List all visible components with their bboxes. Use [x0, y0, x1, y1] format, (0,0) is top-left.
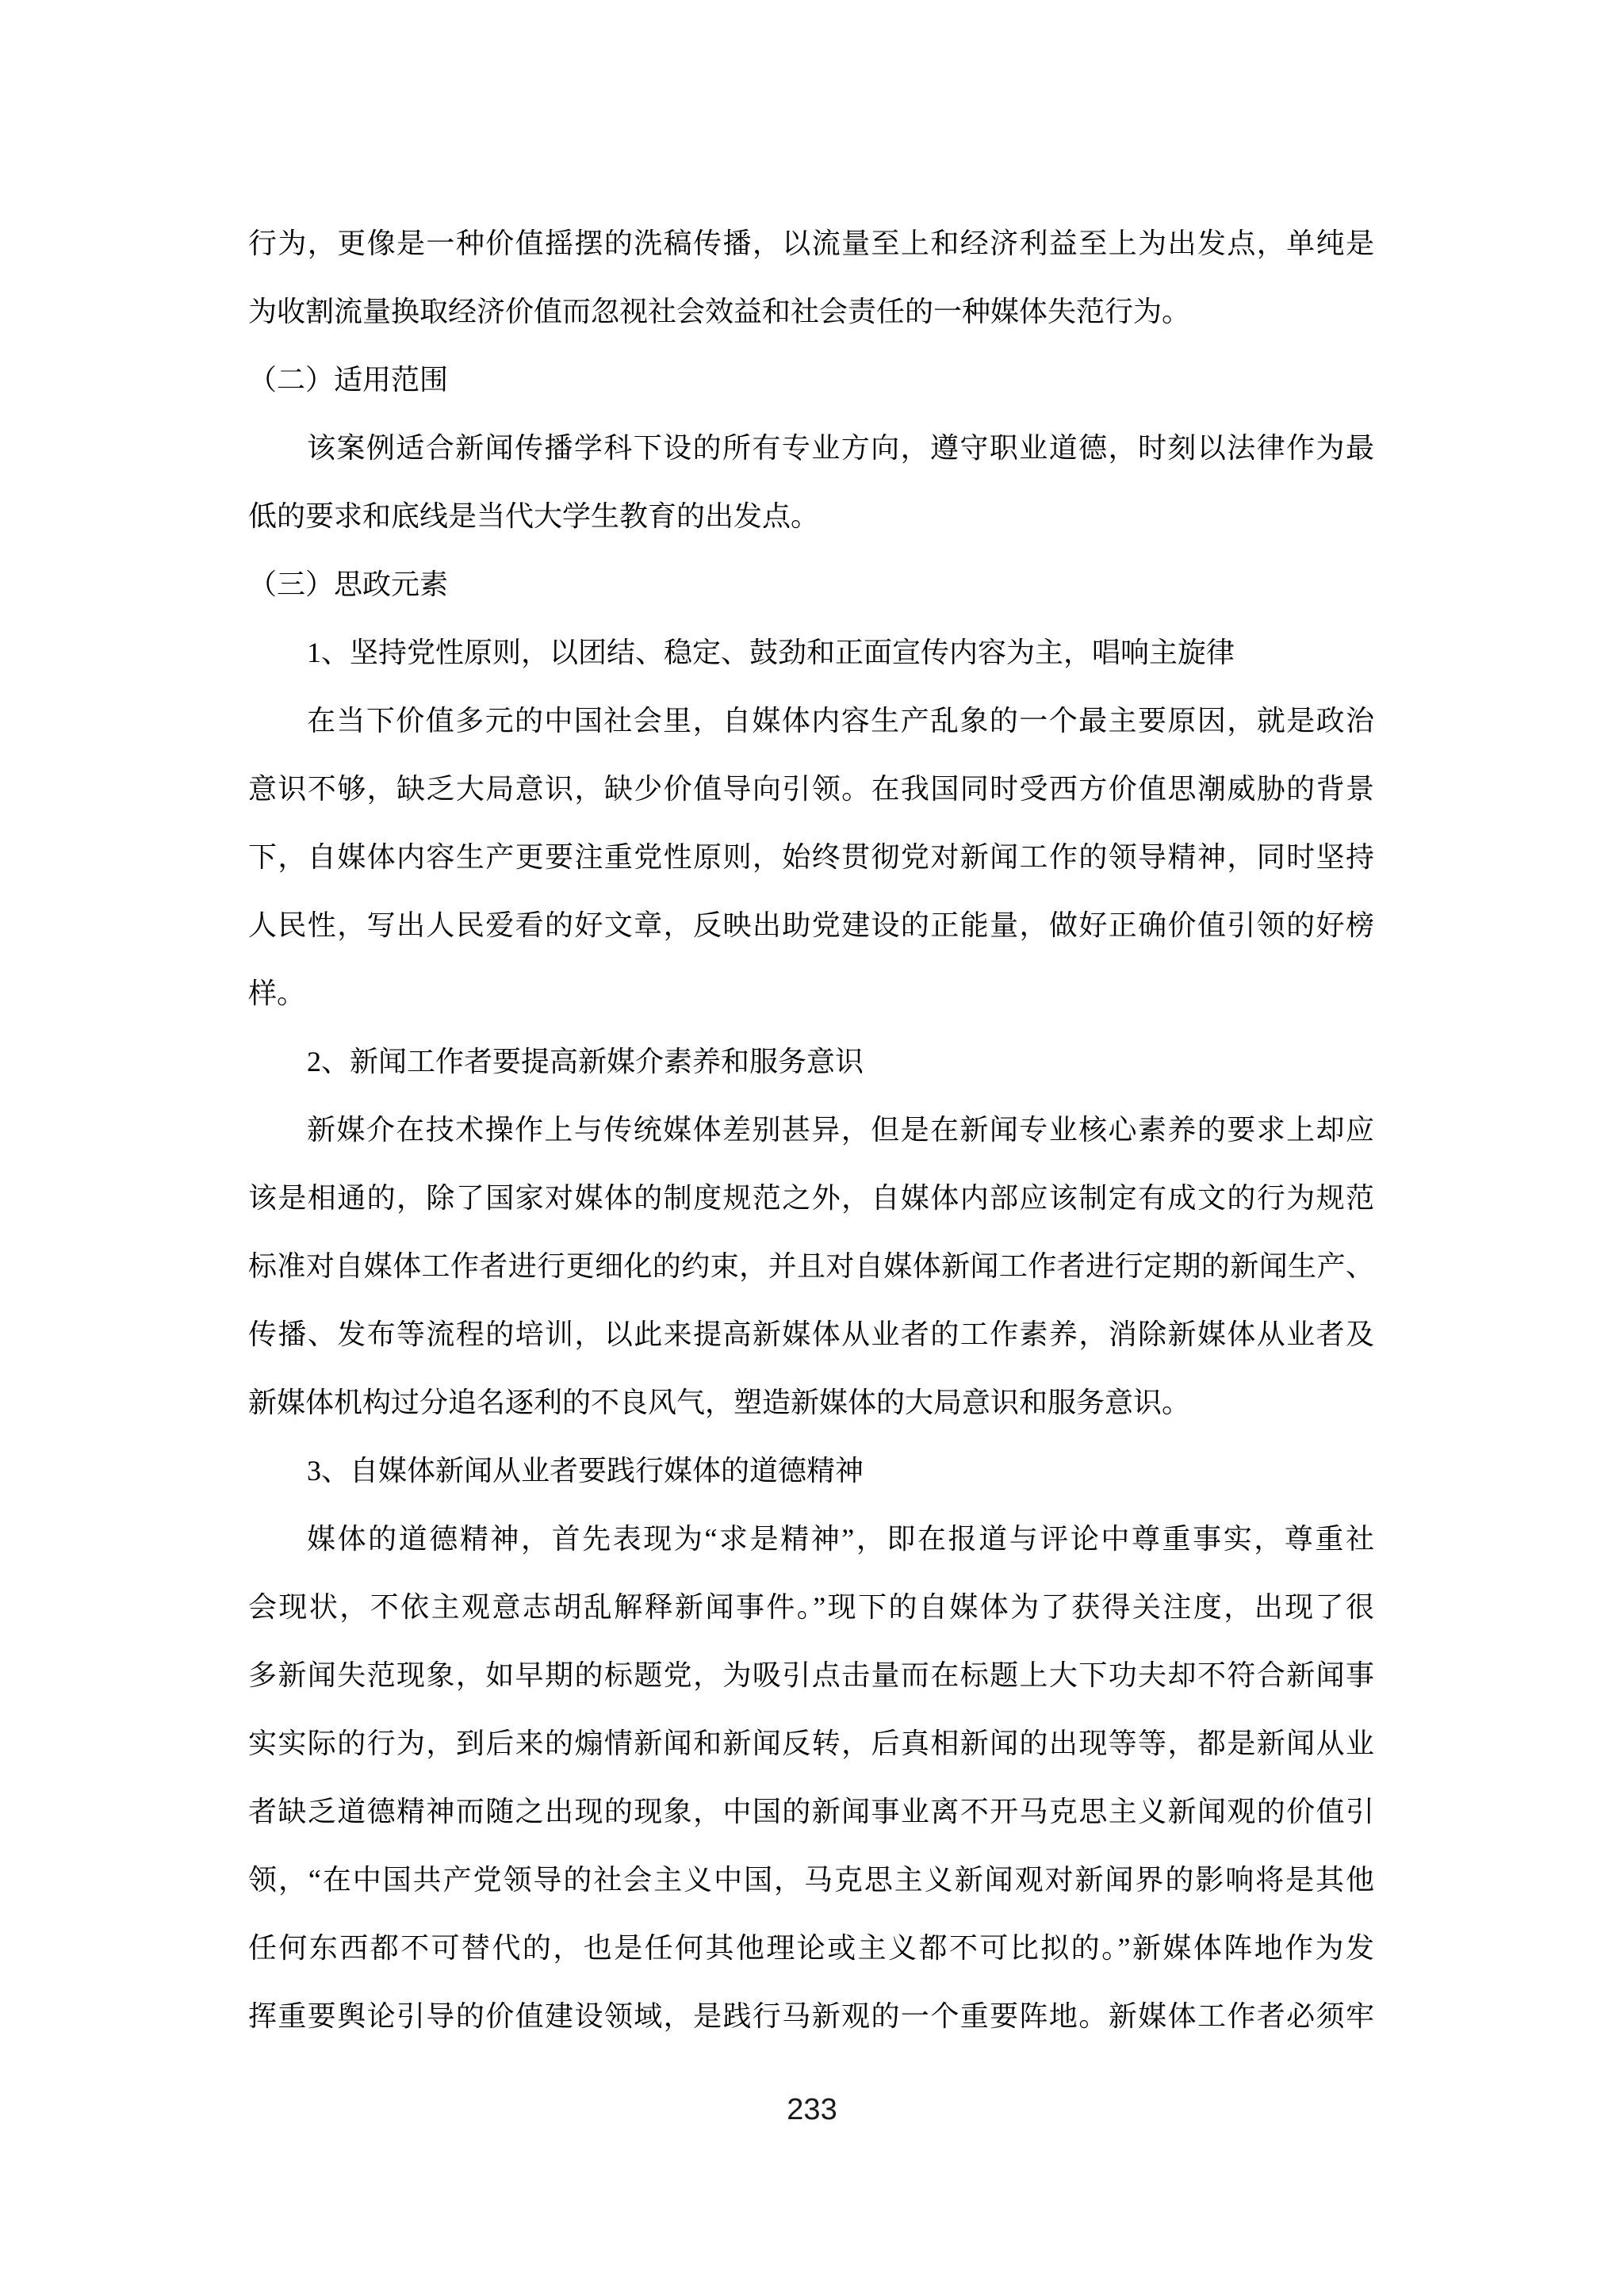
text-line: （三）思政元素 — [248, 568, 449, 600]
text-line: 下，自媒体内容生产更要注重党性原则，始终贯彻党对新闻工作的领导精神，同时坚持 — [248, 841, 1374, 873]
text-line: 2、新闻工作者要提高新媒介素养和服务意识 — [307, 1046, 864, 1077]
text-line: 该是相通的，除了国家对媒体的制度规范之外，自媒体内部应该制定有成文的行为规范 — [248, 1182, 1374, 1214]
item-1-title — [248, 618, 1374, 687]
section-heading-3 — [248, 550, 1374, 618]
item-2-title — [248, 1027, 1374, 1096]
text-line: 多新闻失范现象，如早期的标题党，为吸引点击量而在标题上大下功夫却不符合新闻事 — [248, 1659, 1374, 1691]
text-line: 挥重要舆论引导的价值建设领域，是践行马新观的一个重要阵地。新媒体工作者必须牢 — [248, 2000, 1374, 2032]
text-line: 会现状，不依主观意志胡乱解释新闻事件。”现下的自媒体为了获得关注度，出现了很 — [248, 1591, 1374, 1623]
item-3-title — [248, 1437, 1374, 1505]
text-line: 传播、发布等流程的培训，以此来提高新媒体从业者的工作素养，消除新媒体从业者及 — [248, 1318, 1374, 1350]
text-line: 者缺乏道德精神而随之出现的现象，中国的新闻事业离不开马克思主义新闻观的价值引 — [248, 1796, 1374, 1827]
page-number: 233 — [787, 2093, 837, 2126]
paragraph-scope — [248, 414, 1374, 550]
text-line: 样。 — [248, 978, 306, 1009]
text-line: 任何东西都不可替代的，也是任何其他理论或主义都不可比拟的。”新媒体阵地作为发 — [248, 1932, 1374, 1964]
text-line: 媒体的道德精神，首先表现为“求是精神”，即在报道与评论中尊重事实，尊重社 — [307, 1523, 1374, 1555]
text-line: 意识不够，缺乏大局意识，缺少价值导向引领。在我国同时受西方价值思潮威胁的背景 — [248, 773, 1374, 805]
text-line: 新媒介在技术操作上与传统媒体差别甚异，但是在新闻专业核心素养的要求上却应 — [307, 1114, 1374, 1146]
text-line: 在当下价值多元的中国社会里，自媒体内容生产乱象的一个最主要原因，就是政治 — [307, 705, 1374, 737]
text-line: 新媒体机构过分追名逐利的不良风气，塑造新媒体的大局意识和服务意识。 — [248, 1387, 1191, 1418]
text-line: 领，“在中国共产党领导的社会主义中国，马克思主义新闻观对新闻界的影响将是其他 — [248, 1864, 1374, 1896]
section-heading-2 — [248, 346, 1374, 414]
text-line: 该案例适合新闻传播学科下设的所有专业方向，遵守职业道德，时刻以法律作为最 — [307, 432, 1374, 464]
item-1-body — [248, 687, 1374, 1027]
text-line: 1、坚持党性原则，以团结、稳定、鼓劲和正面宣传内容为主，唱响主旋律 — [307, 637, 1235, 668]
text-line: 低的要求和底线是当代大学生教育的出发点。 — [248, 500, 820, 532]
text-line: 标准对自媒体工作者进行更细化的约束，并且对自媒体新闻工作者进行定期的新闻生产、 — [248, 1250, 1374, 1282]
item-3-body — [248, 1505, 1374, 2050]
text-line: 3、自媒体新闻从业者要践行媒体的道德精神 — [307, 1455, 864, 1487]
document-body — [248, 209, 1374, 2050]
item-2-body — [248, 1096, 1374, 1437]
text-line: 行为，更像是一种价值摇摆的洗稿传播，以流量至上和经济利益至上为出发点，单纯是 — [248, 228, 1374, 259]
text-line: 为收割流量换取经济价值而忽视社会效益和社会责任的一种媒体失范行为。 — [248, 296, 1191, 327]
paragraph-continuation — [248, 209, 1374, 346]
text-line: 人民性，写出人民爱看的好文章，反映出助党建设的正能量，做好正确价值引领的好榜 — [248, 909, 1374, 941]
text-line: 实实际的行为，到后来的煽情新闻和新闻反转，后真相新闻的出现等等，都是新闻从业 — [248, 1728, 1374, 1759]
text-line: （二）适用范围 — [248, 364, 449, 396]
